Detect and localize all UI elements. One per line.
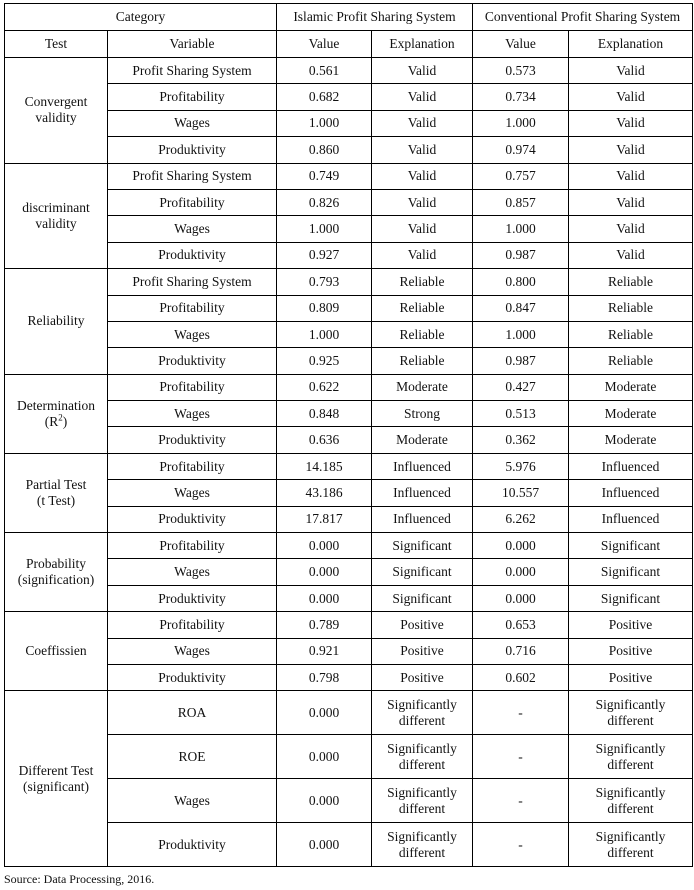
islamic-explanation-cell: Valid xyxy=(372,58,473,84)
header-row-2 xyxy=(5,31,693,58)
test-name-line: validity xyxy=(35,215,77,231)
conventional-explanation-cell: Moderate xyxy=(569,401,693,427)
table-row xyxy=(5,321,693,347)
variable-cell: Wages xyxy=(108,559,277,585)
conventional-explanation-cell: Positive xyxy=(569,664,693,690)
header-row-1 xyxy=(5,4,693,31)
variable-cell: Produktivity xyxy=(108,823,277,867)
header-category: Category xyxy=(5,4,277,31)
islamic-explanation-cell: Moderate xyxy=(372,427,473,453)
table-row xyxy=(5,533,693,559)
table-row xyxy=(5,348,693,374)
test-name-cell xyxy=(5,163,108,269)
test-name-cell xyxy=(5,374,108,453)
variable-cell: Wages xyxy=(108,480,277,506)
conventional-explanation-cell: Positive xyxy=(569,638,693,664)
conventional-value-cell: 0.653 xyxy=(473,612,569,638)
conventional-value-cell: 0.000 xyxy=(473,533,569,559)
conventional-explanation-cell: Valid xyxy=(569,216,693,242)
conventional-explanation-cell: Moderate xyxy=(569,374,693,400)
islamic-explanation-cell: Valid xyxy=(372,84,473,110)
islamic-explanation-cell: Positive xyxy=(372,638,473,664)
islamic-explanation-cell: Reliable xyxy=(372,348,473,374)
conventional-explanation-cell: Reliable xyxy=(569,321,693,347)
islamic-explanation-cell: Significantly different xyxy=(372,779,473,823)
conventional-value-cell: 6.262 xyxy=(473,506,569,532)
header-islamic-explanation: Explanation xyxy=(372,31,473,58)
table-row xyxy=(5,110,693,136)
islamic-value-cell: 0.000 xyxy=(277,823,372,867)
test-name-cell xyxy=(5,533,108,612)
conventional-explanation-cell: Valid xyxy=(569,137,693,163)
conventional-explanation-cell: Significantly different xyxy=(569,779,693,823)
table-row xyxy=(5,506,693,532)
conventional-value-cell: 0.513 xyxy=(473,401,569,427)
islamic-value-cell: 0.000 xyxy=(277,533,372,559)
islamic-explanation-cell: Reliable xyxy=(372,295,473,321)
table-row xyxy=(5,691,693,735)
conventional-value-cell: 5.976 xyxy=(473,453,569,479)
conventional-explanation-cell: Reliable xyxy=(569,348,693,374)
islamic-value-cell: 1.000 xyxy=(277,321,372,347)
test-name-line: Partial Test xyxy=(25,476,87,492)
islamic-explanation-cell: Influenced xyxy=(372,480,473,506)
conventional-explanation-cell: Valid xyxy=(569,189,693,215)
variable-cell: Profit Sharing System xyxy=(108,269,277,295)
header-islamic-value: Value xyxy=(277,31,372,58)
header-variable: Variable xyxy=(108,31,277,58)
islamic-value-cell: 0.561 xyxy=(277,58,372,84)
islamic-explanation-cell: Valid xyxy=(372,110,473,136)
test-name-line: Convergent xyxy=(24,94,88,110)
conventional-value-cell: 1.000 xyxy=(473,321,569,347)
conventional-value-cell: 0.427 xyxy=(473,374,569,400)
conventional-explanation-cell: Moderate xyxy=(569,427,693,453)
conventional-value-cell: - xyxy=(473,691,569,735)
conventional-value-cell: 0.974 xyxy=(473,137,569,163)
variable-cell: Wages xyxy=(108,779,277,823)
islamic-explanation-cell: Strong xyxy=(372,401,473,427)
variable-cell: Produktivity xyxy=(108,585,277,611)
variable-cell: Profitability xyxy=(108,84,277,110)
islamic-value-cell: 0.000 xyxy=(277,735,372,779)
test-name-cell xyxy=(5,58,108,164)
islamic-value-cell: 0.000 xyxy=(277,585,372,611)
conventional-value-cell: 0.362 xyxy=(473,427,569,453)
table-row xyxy=(5,401,693,427)
islamic-explanation-cell: Influenced xyxy=(372,453,473,479)
test-name-line: $(R^2)$ xyxy=(44,412,68,429)
variable-cell: Wages xyxy=(108,401,277,427)
conventional-value-cell: - xyxy=(473,823,569,867)
islamic-explanation-cell: Valid xyxy=(372,189,473,215)
conventional-value-cell: 0.800 xyxy=(473,269,569,295)
table-row xyxy=(5,453,693,479)
table-row xyxy=(5,374,693,400)
conventional-explanation-cell: Reliable xyxy=(569,269,693,295)
islamic-explanation-cell: Reliable xyxy=(372,269,473,295)
variable-cell: ROA xyxy=(108,691,277,735)
variable-cell: Profitability xyxy=(108,189,277,215)
table-row xyxy=(5,779,693,823)
variable-cell: Profitability xyxy=(108,374,277,400)
islamic-value-cell: 0.826 xyxy=(277,189,372,215)
conventional-explanation-cell: Significant xyxy=(569,559,693,585)
islamic-value-cell: 0.793 xyxy=(277,269,372,295)
test-name-line: (t Test) xyxy=(36,492,76,508)
islamic-explanation-cell: Positive xyxy=(372,612,473,638)
conventional-explanation-cell: Significantly different xyxy=(569,823,693,867)
conventional-explanation-cell: Significant xyxy=(569,585,693,611)
test-name-line: Different Test xyxy=(18,762,94,778)
conventional-explanation-cell: Reliable xyxy=(569,295,693,321)
islamic-explanation-cell: Positive xyxy=(372,664,473,690)
islamic-explanation-cell: Significantly different xyxy=(372,691,473,735)
test-name-line: (signification) xyxy=(17,572,95,588)
islamic-value-cell: 0.848 xyxy=(277,401,372,427)
test-name-line: (significant) xyxy=(23,778,89,794)
islamic-value-cell: 43.186 xyxy=(277,480,372,506)
table-row xyxy=(5,612,693,638)
table-row xyxy=(5,823,693,867)
islamic-explanation-cell: Reliable xyxy=(372,321,473,347)
islamic-value-cell: 1.000 xyxy=(277,216,372,242)
islamic-value-cell: 1.000 xyxy=(277,110,372,136)
conventional-explanation-cell: Influenced xyxy=(569,506,693,532)
variable-cell: Produktivity xyxy=(108,664,277,690)
test-name-line: Determination xyxy=(17,397,95,413)
conventional-explanation-cell: Significantly different xyxy=(569,691,693,735)
source-note: Source: Data Processing, 2016. xyxy=(4,872,155,886)
islamic-value-cell: 0.000 xyxy=(277,779,372,823)
conventional-value-cell: 0.716 xyxy=(473,638,569,664)
conventional-value-cell: 0.847 xyxy=(473,295,569,321)
variable-cell: Profit Sharing System xyxy=(108,163,277,189)
islamic-value-cell: 0.927 xyxy=(277,242,372,268)
header-conventional-value: Value xyxy=(473,31,569,58)
islamic-value-cell: 17.817 xyxy=(277,506,372,532)
islamic-value-cell: 0.622 xyxy=(277,374,372,400)
table-row xyxy=(5,242,693,268)
conventional-value-cell: 10.557 xyxy=(473,480,569,506)
test-name-cell xyxy=(5,453,108,532)
variable-cell: Wages xyxy=(108,110,277,136)
conventional-value-cell: 0.000 xyxy=(473,585,569,611)
conventional-explanation-cell: Significant xyxy=(569,533,693,559)
table-row xyxy=(5,559,693,585)
variable-cell: Profitability xyxy=(108,453,277,479)
variable-cell: Profit Sharing System xyxy=(108,58,277,84)
table-row xyxy=(5,295,693,321)
test-name-line: discriminant xyxy=(22,199,90,215)
results-table xyxy=(4,3,693,867)
table-row xyxy=(5,189,693,215)
variable-cell: Produktivity xyxy=(108,137,277,163)
islamic-value-cell: 0.809 xyxy=(277,295,372,321)
table-row xyxy=(5,58,693,84)
variable-cell: ROE xyxy=(108,735,277,779)
conventional-explanation-cell: Valid xyxy=(569,84,693,110)
conventional-value-cell: - xyxy=(473,779,569,823)
islamic-explanation-cell: Significant xyxy=(372,533,473,559)
conventional-value-cell: 0.757 xyxy=(473,163,569,189)
islamic-value-cell: 0.000 xyxy=(277,559,372,585)
islamic-value-cell: 14.185 xyxy=(277,453,372,479)
test-name-line: validity xyxy=(35,110,77,126)
test-name-line: Reliability xyxy=(27,313,85,329)
islamic-explanation-cell: Valid xyxy=(372,216,473,242)
islamic-explanation-cell: Influenced xyxy=(372,506,473,532)
variable-cell: Wages xyxy=(108,638,277,664)
variable-cell: Produktivity xyxy=(108,348,277,374)
conventional-explanation-cell: Valid xyxy=(569,58,693,84)
header-test: Test xyxy=(5,31,108,58)
variable-cell: Produktivity xyxy=(108,506,277,532)
islamic-explanation-cell: Valid xyxy=(372,137,473,163)
conventional-value-cell: 0.987 xyxy=(473,348,569,374)
islamic-explanation-cell: Valid xyxy=(372,242,473,268)
table-row xyxy=(5,638,693,664)
islamic-explanation-cell: Moderate xyxy=(372,374,473,400)
islamic-explanation-cell: Significant xyxy=(372,559,473,585)
variable-cell: Produktivity xyxy=(108,427,277,453)
test-name-cell xyxy=(5,269,108,375)
conventional-value-cell: 0.987 xyxy=(473,242,569,268)
table-row xyxy=(5,269,693,295)
conventional-value-cell: 0.602 xyxy=(473,664,569,690)
conventional-explanation-cell: Influenced xyxy=(569,453,693,479)
test-name-line: Coeffissien xyxy=(25,643,87,659)
table-row xyxy=(5,664,693,690)
test-name-line: Probability xyxy=(26,556,86,572)
islamic-value-cell: 0.798 xyxy=(277,664,372,690)
variable-cell: Wages xyxy=(108,216,277,242)
variable-cell: Wages xyxy=(108,321,277,347)
islamic-value-cell: 0.636 xyxy=(277,427,372,453)
header-islamic: Islamic Profit Sharing System xyxy=(277,4,473,31)
islamic-value-cell: 0.749 xyxy=(277,163,372,189)
conventional-explanation-cell: Positive xyxy=(569,612,693,638)
variable-cell: Profitability xyxy=(108,612,277,638)
header-conventional: Conventional Profit Sharing System xyxy=(473,4,693,31)
islamic-value-cell: 0.925 xyxy=(277,348,372,374)
table-row xyxy=(5,84,693,110)
conventional-explanation-cell: Significantly different xyxy=(569,735,693,779)
conventional-value-cell: 0.000 xyxy=(473,559,569,585)
test-name-cell xyxy=(5,612,108,691)
table-row xyxy=(5,427,693,453)
islamic-explanation-cell: Significantly different xyxy=(372,823,473,867)
islamic-value-cell: 0.000 xyxy=(277,691,372,735)
islamic-value-cell: 0.789 xyxy=(277,612,372,638)
conventional-value-cell: - xyxy=(473,735,569,779)
header-conventional-explanation: Explanation xyxy=(569,31,693,58)
conventional-value-cell: 1.000 xyxy=(473,110,569,136)
islamic-value-cell: 0.921 xyxy=(277,638,372,664)
conventional-value-cell: 0.734 xyxy=(473,84,569,110)
islamic-value-cell: 0.860 xyxy=(277,137,372,163)
table-row xyxy=(5,137,693,163)
table-row xyxy=(5,163,693,189)
islamic-explanation-cell: Valid xyxy=(372,163,473,189)
islamic-explanation-cell: Significant xyxy=(372,585,473,611)
conventional-explanation-cell: Valid xyxy=(569,163,693,189)
conventional-value-cell: 1.000 xyxy=(473,216,569,242)
conventional-value-cell: 0.857 xyxy=(473,189,569,215)
table-row xyxy=(5,480,693,506)
variable-cell: Profitability xyxy=(108,533,277,559)
variable-cell: Produktivity xyxy=(108,242,277,268)
table-row xyxy=(5,216,693,242)
islamic-value-cell: 0.682 xyxy=(277,84,372,110)
table-row xyxy=(5,735,693,779)
conventional-explanation-cell: Valid xyxy=(569,110,693,136)
islamic-explanation-cell: Significantly different xyxy=(372,735,473,779)
conventional-explanation-cell: Valid xyxy=(569,242,693,268)
conventional-value-cell: 0.573 xyxy=(473,58,569,84)
conventional-explanation-cell: Influenced xyxy=(569,480,693,506)
table-row xyxy=(5,585,693,611)
variable-cell: Profitability xyxy=(108,295,277,321)
test-name-cell xyxy=(5,691,108,867)
